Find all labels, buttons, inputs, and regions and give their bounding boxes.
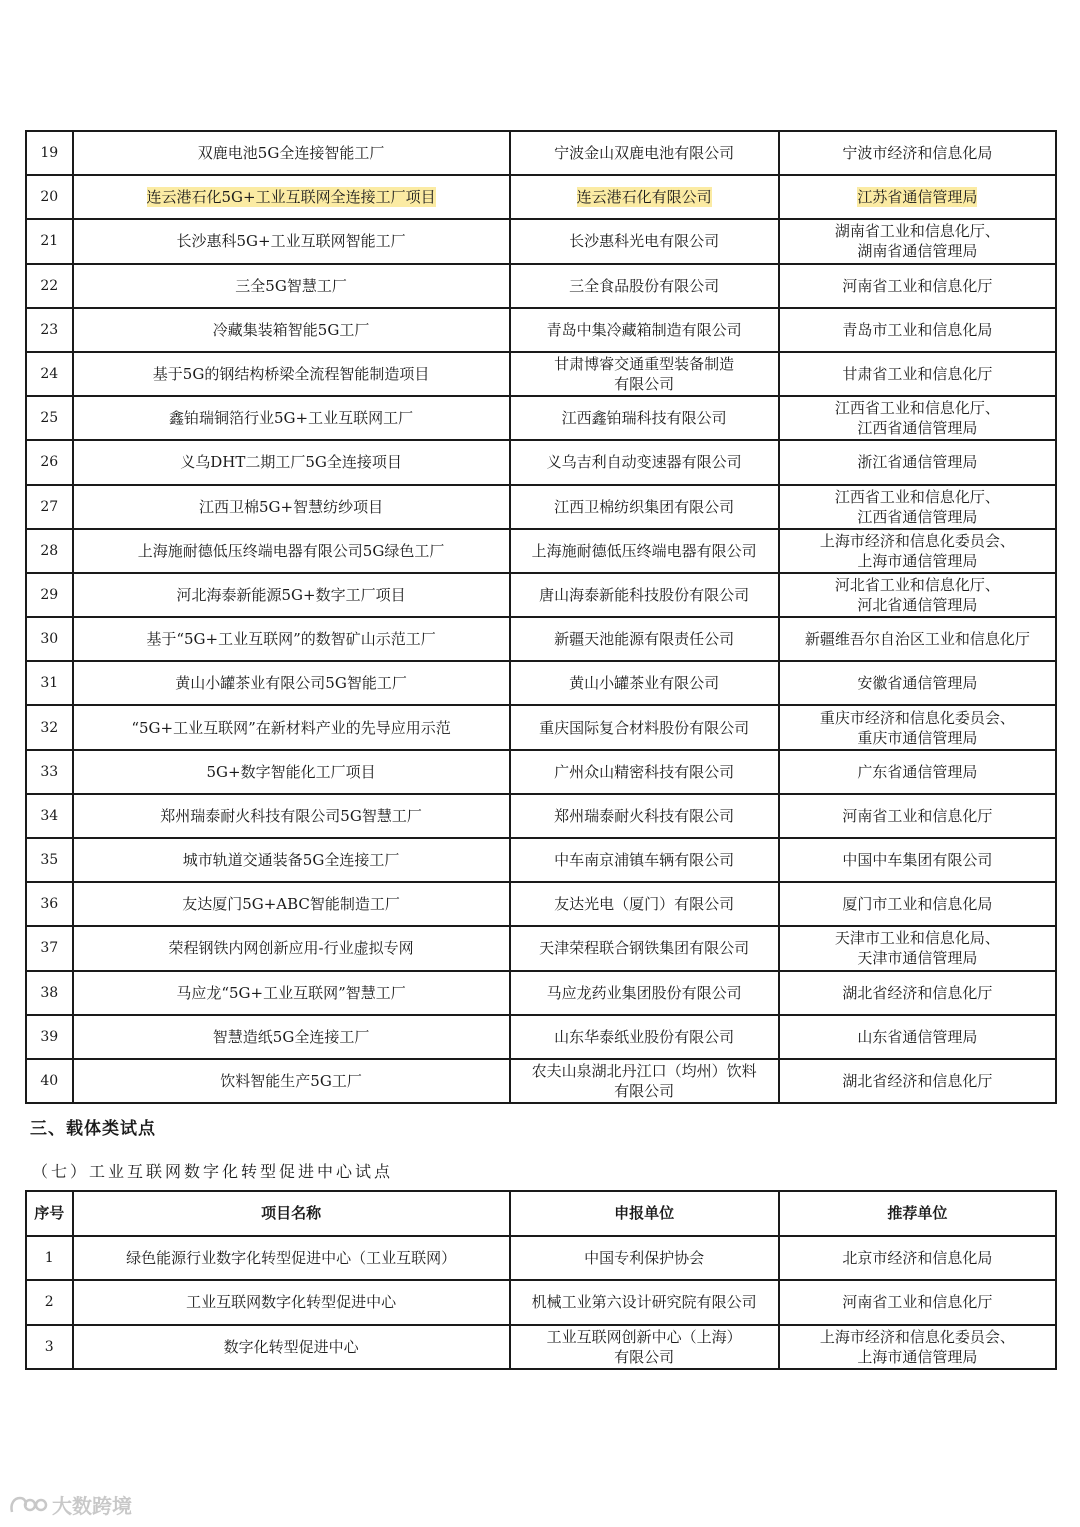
cell-no: 19 <box>26 131 73 175</box>
applicant-line: 长沙惠科光电有限公司 <box>569 232 720 251</box>
recommender-line: 湖北省经济和信息化厅 <box>842 983 993 1002</box>
project-name-text: 基于5G的钢结构桥梁全流程智能制造项目 <box>152 365 430 384</box>
cell-recommender <box>779 1015 1056 1059</box>
cell-applicant <box>510 485 779 529</box>
header-applicant: 申报单位 <box>510 1191 779 1236</box>
recommender-line: 广东省通信管理局 <box>857 762 978 781</box>
table-row <box>26 131 1056 175</box>
cell-recommender <box>779 617 1056 661</box>
cell-project-name <box>73 352 510 396</box>
cell-project-name <box>73 661 510 705</box>
recommender-line: 新疆维吾尔自治区工业和信息化厅 <box>804 630 1030 649</box>
recommender-line: 青岛市工业和信息化局 <box>842 320 993 339</box>
cell-project-name <box>73 794 510 838</box>
recommender-line: 河南省工业和信息化厅 <box>842 276 993 295</box>
applicant-line: 宁波金山双鹿电池有限公司 <box>554 144 735 163</box>
cell-no: 36 <box>26 882 73 926</box>
cell-recommender <box>779 308 1056 352</box>
cell-applicant <box>510 794 779 838</box>
cell-no: 24 <box>26 352 73 396</box>
promotion-center-table-header <box>26 1191 1056 1236</box>
cell-no: 39 <box>26 1015 73 1059</box>
cell-no: 2 <box>26 1280 73 1325</box>
recommender-line: 天津市工业和信息化局、 <box>834 929 1000 948</box>
recommender-line: 湖南省通信管理局 <box>857 242 978 261</box>
project-name-text: 城市轨道交通装备5G全连接工厂 <box>182 851 400 870</box>
cell-applicant <box>510 264 779 308</box>
project-name-text: 江西卫棉5G+智慧纺纱项目 <box>199 497 384 516</box>
cell-project-name <box>73 838 510 882</box>
cell-project-name <box>73 1236 510 1281</box>
cell-recommender <box>779 882 1056 926</box>
cell-project-name <box>73 175 510 219</box>
project-name-text: 智慧造纸5G全连接工厂 <box>212 1027 370 1046</box>
applicant-line: 天津荣程联合钢铁集团有限公司 <box>539 939 750 958</box>
cell-applicant <box>510 352 779 396</box>
applicant-line: 连云港石化有限公司 <box>576 188 712 207</box>
cell-project-name <box>73 705 510 749</box>
recommender-line: 重庆市通信管理局 <box>857 728 978 747</box>
cell-project-name <box>73 485 510 529</box>
cell-recommender <box>779 440 1056 484</box>
project-name-text: 绿色能源行业数字化转型促进中心（工业互联网） <box>126 1248 457 1267</box>
table-row <box>26 838 1056 882</box>
cell-no: 1 <box>26 1236 73 1281</box>
recommender-line: 江西省工业和信息化厅、 <box>834 487 1000 506</box>
project-name-text: 黄山小罐茶业有限公司5G智能工厂 <box>175 674 407 693</box>
table-row <box>26 926 1056 970</box>
cell-project-name <box>73 750 510 794</box>
cell-applicant <box>510 1325 779 1370</box>
recommender-line: 重庆市经济和信息化委员会、 <box>819 708 1015 727</box>
cell-recommender <box>779 838 1056 882</box>
cell-project-name <box>73 1325 510 1370</box>
cell-project-name <box>73 131 510 175</box>
recommender-line: 宁波市经济和信息化局 <box>842 144 993 163</box>
applicant-line: 青岛中集冷藏箱制造有限公司 <box>546 320 742 339</box>
applicant-line: 山东华泰纸业股份有限公司 <box>554 1027 735 1046</box>
cell-no: 27 <box>26 485 73 529</box>
recommender-line: 安徽省通信管理局 <box>857 674 978 693</box>
cell-project-name <box>73 971 510 1015</box>
cell-no: 23 <box>26 308 73 352</box>
project-name-text: “5G+工业互联网”在新材料产业的先导应用示范 <box>131 718 451 737</box>
applicant-line: 有限公司 <box>614 1347 675 1366</box>
cell-project-name <box>73 396 510 440</box>
cell-applicant <box>510 396 779 440</box>
cell-no: 33 <box>26 750 73 794</box>
project-name-text: 友达厦门5G+ABC智能制造工厂 <box>182 895 400 914</box>
recommender-line: 河北省通信管理局 <box>857 595 978 614</box>
cell-no: 29 <box>26 573 73 617</box>
cell-no: 3 <box>26 1325 73 1370</box>
recommender-line: 江西省工业和信息化厅、 <box>834 399 1000 418</box>
cell-no: 25 <box>26 396 73 440</box>
project-name-text: 鑫铂瑞铜箔行业5G+工业互联网工厂 <box>169 409 414 428</box>
applicant-line: 江西鑫铂瑞科技有限公司 <box>561 409 727 428</box>
cell-applicant <box>510 175 779 219</box>
table-row <box>26 485 1056 529</box>
recommender-line: 江西省通信管理局 <box>857 507 978 526</box>
cell-recommender <box>779 794 1056 838</box>
recommender-line: 上海市通信管理局 <box>857 551 978 570</box>
project-name-text: 饮料智能生产5G工厂 <box>220 1072 362 1091</box>
cell-applicant <box>510 219 779 263</box>
table-row <box>26 440 1056 484</box>
recommender-line: 上海市通信管理局 <box>857 1347 978 1366</box>
cell-project-name <box>73 573 510 617</box>
cell-no: 31 <box>26 661 73 705</box>
applicant-line: 黄山小罐茶业有限公司 <box>569 674 720 693</box>
cell-recommender <box>779 573 1056 617</box>
cell-recommender <box>779 219 1056 263</box>
cell-recommender <box>779 485 1056 529</box>
cell-recommender <box>779 971 1056 1015</box>
header-recommender: 推荐单位 <box>779 1191 1056 1236</box>
table-row <box>26 971 1056 1015</box>
cell-applicant <box>510 705 779 749</box>
recommender-line: 浙江省通信管理局 <box>857 453 978 472</box>
applicant-line: 机械工业第六设计研究院有限公司 <box>531 1293 757 1312</box>
watermark <box>8 1490 132 1519</box>
table-row <box>26 529 1056 573</box>
table-row <box>26 1059 1056 1103</box>
promotion-center-table-body <box>26 1236 1056 1370</box>
table-row <box>26 1236 1056 1281</box>
cell-recommender <box>779 396 1056 440</box>
applicant-line: 三全食品股份有限公司 <box>569 276 720 295</box>
header-project-name: 项目名称 <box>73 1191 510 1236</box>
applicant-line: 马应龙药业集团股份有限公司 <box>546 983 742 1002</box>
table-row <box>26 882 1056 926</box>
cell-no: 32 <box>26 705 73 749</box>
applicant-line: 广州众山精密科技有限公司 <box>554 762 735 781</box>
project-name-text: 基于“5G+工业互联网”的数智矿山示范工厂 <box>146 630 436 649</box>
section-heading: 三、载体类试点 <box>30 1119 156 1139</box>
table-row <box>26 794 1056 838</box>
table-row <box>26 750 1056 794</box>
applicant-line: 有限公司 <box>614 375 675 394</box>
project-name-text: 河北海泰新能源5G+数字工厂项目 <box>176 585 406 604</box>
cell-applicant <box>510 661 779 705</box>
cell-applicant <box>510 882 779 926</box>
cell-recommender <box>779 1280 1056 1325</box>
recommender-line: 河南省工业和信息化厅 <box>842 806 993 825</box>
project-name-text: 郑州瑞泰耐火科技有限公司5G智慧工厂 <box>160 806 422 825</box>
cell-applicant <box>510 440 779 484</box>
recommender-line: 河南省工业和信息化厅 <box>842 1293 993 1312</box>
pilot-projects-table-body <box>26 131 1056 1103</box>
applicant-line: 中车南京浦镇车辆有限公司 <box>554 851 735 870</box>
cell-no: 35 <box>26 838 73 882</box>
header-no: 序号 <box>26 1191 73 1236</box>
cell-applicant <box>510 750 779 794</box>
cell-recommender <box>779 529 1056 573</box>
project-name-text: 冷藏集装箱智能5G工厂 <box>212 320 370 339</box>
recommender-line: 上海市经济和信息化委员会、 <box>819 531 1015 550</box>
cell-project-name <box>73 617 510 661</box>
applicant-line: 工业互联网创新中心（上海） <box>546 1327 742 1346</box>
cell-applicant <box>510 1236 779 1281</box>
cell-project-name <box>73 529 510 573</box>
cell-project-name <box>73 926 510 970</box>
cell-no: 34 <box>26 794 73 838</box>
cell-no: 22 <box>26 264 73 308</box>
cell-applicant <box>510 617 779 661</box>
project-name-text: 长沙惠科5G+工业互联网智能工厂 <box>176 232 406 251</box>
table-row <box>26 705 1056 749</box>
cell-no: 28 <box>26 529 73 573</box>
project-name-text: 荣程钢铁内网创新应用-行业虚拟专网 <box>168 939 414 958</box>
cell-applicant <box>510 838 779 882</box>
table-row <box>26 396 1056 440</box>
table-row <box>26 352 1056 396</box>
project-name-text: 5G+数字智能化工厂项目 <box>206 762 376 781</box>
cell-recommender <box>779 926 1056 970</box>
cell-project-name <box>73 882 510 926</box>
watermark-text: 大数跨境 <box>52 1494 132 1518</box>
applicant-line: 江西卫棉纺织集团有限公司 <box>554 497 735 516</box>
project-name-text: 义乌DHT二期工厂5G全连接项目 <box>180 453 402 472</box>
recommender-line: 湖北省经济和信息化厅 <box>842 1072 993 1091</box>
cell-project-name <box>73 264 510 308</box>
cell-recommender <box>779 661 1056 705</box>
project-name-text: 三全5G智慧工厂 <box>235 276 347 295</box>
project-name-text: 连云港石化5G+工业互联网全连接工厂项目 <box>146 188 436 207</box>
cell-applicant <box>510 971 779 1015</box>
recommender-line: 上海市经济和信息化委员会、 <box>819 1327 1015 1346</box>
cell-applicant <box>510 573 779 617</box>
applicant-line: 上海施耐德低压终端电器有限公司 <box>531 541 757 560</box>
pilot-projects-table <box>25 130 1057 1104</box>
table-row <box>26 1325 1056 1370</box>
table-row <box>26 219 1056 263</box>
applicant-line: 友达光电（厦门）有限公司 <box>554 895 735 914</box>
applicant-line: 唐山海泰新能科技股份有限公司 <box>539 585 750 604</box>
cell-project-name <box>73 308 510 352</box>
cell-recommender <box>779 352 1056 396</box>
cell-applicant <box>510 529 779 573</box>
promotion-center-table <box>25 1190 1057 1370</box>
applicant-line: 甘肃博睿交通重型装备制造 <box>554 355 735 374</box>
project-name-text: 上海施耐德低压终端电器有限公司5G绿色工厂 <box>137 541 445 560</box>
cell-no: 38 <box>26 971 73 1015</box>
cell-no: 37 <box>26 926 73 970</box>
cell-applicant <box>510 1059 779 1103</box>
project-name-text: 马应龙“5G+工业互联网”智慧工厂 <box>176 983 406 1002</box>
cell-no: 20 <box>26 175 73 219</box>
table-row <box>26 573 1056 617</box>
cell-project-name <box>73 1280 510 1325</box>
cell-recommender <box>779 175 1056 219</box>
table-row <box>26 661 1056 705</box>
applicant-line: 中国专利保护协会 <box>584 1248 705 1267</box>
applicant-line: 义乌吉利自动变速器有限公司 <box>546 453 742 472</box>
recommender-line: 中国中车集团有限公司 <box>842 851 993 870</box>
cell-recommender <box>779 131 1056 175</box>
cell-no: 26 <box>26 440 73 484</box>
recommender-line: 湖南省工业和信息化厅、 <box>834 222 1000 241</box>
cell-project-name <box>73 440 510 484</box>
cell-recommender <box>779 1325 1056 1370</box>
recommender-line: 江苏省通信管理局 <box>857 188 978 207</box>
project-name-text: 数字化转型促进中心 <box>223 1337 359 1356</box>
recommender-line: 甘肃省工业和信息化厅 <box>842 365 993 384</box>
cell-recommender <box>779 1236 1056 1281</box>
recommender-line: 厦门市工业和信息化局 <box>842 895 993 914</box>
cell-no: 21 <box>26 219 73 263</box>
table-row <box>26 308 1056 352</box>
cell-recommender <box>779 750 1056 794</box>
cell-no: 30 <box>26 617 73 661</box>
project-name-text: 工业互联网数字化转型促进中心 <box>186 1293 397 1312</box>
recommender-line: 河北省工业和信息化厅、 <box>834 575 1000 594</box>
project-name-text: 双鹿电池5G全连接智能工厂 <box>197 144 385 163</box>
cell-applicant <box>510 1280 779 1325</box>
cell-recommender <box>779 264 1056 308</box>
table-row <box>26 1015 1056 1059</box>
cell-applicant <box>510 926 779 970</box>
recommender-line: 天津市通信管理局 <box>857 949 978 968</box>
cell-applicant <box>510 308 779 352</box>
cell-no: 40 <box>26 1059 73 1103</box>
table-row <box>26 175 1056 219</box>
cell-project-name <box>73 1059 510 1103</box>
sub-heading: （七）工业互联网数字化转型促进中心试点 <box>32 1162 394 1181</box>
table-row <box>26 264 1056 308</box>
cell-applicant <box>510 1015 779 1059</box>
watermark-logo-icon <box>8 1494 48 1516</box>
applicant-line: 郑州瑞泰耐火科技有限公司 <box>554 806 735 825</box>
recommender-line: 江西省通信管理局 <box>857 419 978 438</box>
cell-recommender <box>779 1059 1056 1103</box>
applicant-line: 有限公司 <box>614 1082 675 1101</box>
table-row <box>26 617 1056 661</box>
applicant-line: 新疆天池能源有限责任公司 <box>554 630 735 649</box>
cell-recommender <box>779 705 1056 749</box>
cell-project-name <box>73 1015 510 1059</box>
applicant-line: 重庆国际复合材料股份有限公司 <box>539 718 750 737</box>
cell-applicant <box>510 131 779 175</box>
recommender-line: 山东省通信管理局 <box>857 1027 978 1046</box>
table-row <box>26 1280 1056 1325</box>
applicant-line: 农夫山泉湖北丹江口（均州）饮料 <box>531 1062 757 1081</box>
recommender-line: 北京市经济和信息化局 <box>842 1248 993 1267</box>
cell-project-name <box>73 219 510 263</box>
